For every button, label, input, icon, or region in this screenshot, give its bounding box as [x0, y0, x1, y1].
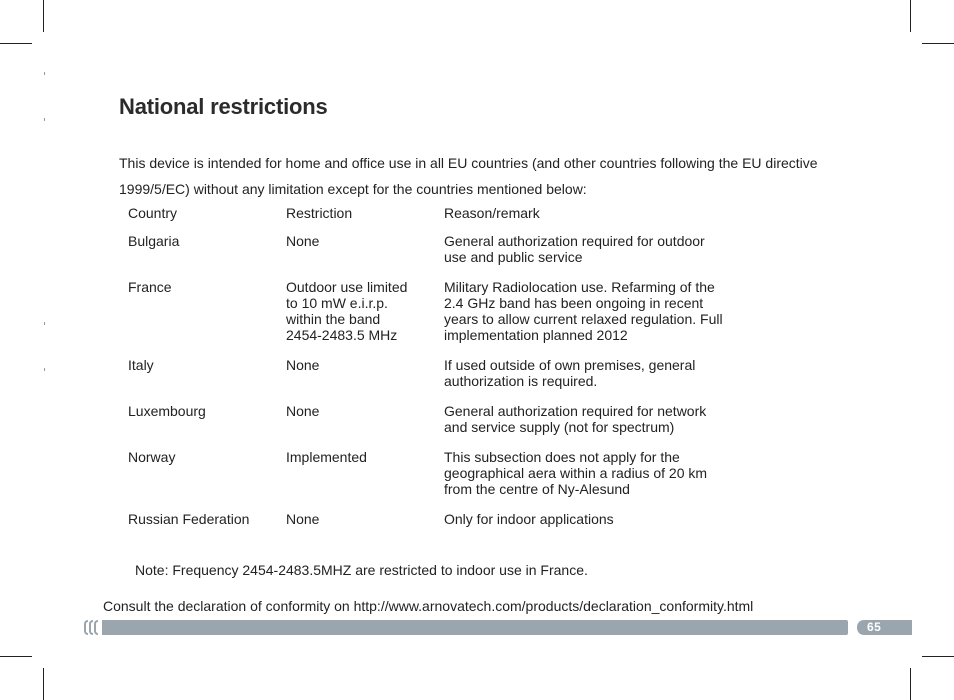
crop-mark	[0, 656, 32, 657]
crop-mark	[910, 668, 911, 700]
margin-tick	[44, 322, 45, 325]
cell-restriction: Outdoor use limited to 10 mW e.i.r.p. within the band 2454-2483.5 MHz	[286, 279, 408, 343]
cell-reason: General authorization required for network and service supply (not for spectrum)	[444, 403, 707, 435]
page-title: National restrictions	[119, 94, 328, 119]
cell-reason: This subsection does not apply for the geographical aera within a radius of 20 km from the centre of Ny-Alesund	[444, 449, 708, 497]
intro-paragraph: This device is intended for home and office use in all EU countries (and other countries following the EU directive 1999/5/EC) without any limitation except for the countries mentioned below:	[119, 155, 818, 197]
crop-mark	[922, 43, 954, 44]
column-header-country: Country	[128, 205, 178, 221]
table-row	[122, 357, 750, 403]
cell-reason: Only for indoor applications	[444, 511, 614, 527]
restrictions-table	[122, 205, 750, 541]
table-row	[122, 233, 750, 279]
crop-mark	[922, 656, 954, 657]
cell-country: Italy	[128, 357, 154, 373]
crop-mark	[43, 0, 44, 32]
margin-tick	[44, 368, 45, 371]
crop-mark	[910, 0, 911, 32]
cell-country: Norway	[128, 449, 176, 465]
cell-restriction: None	[286, 357, 320, 373]
crop-mark	[43, 668, 44, 700]
table-row	[122, 403, 750, 449]
cell-restriction: Implemented	[286, 449, 367, 465]
cell-restriction: None	[286, 511, 320, 527]
crop-mark	[0, 43, 32, 44]
cell-reason: If used outside of own premises, general authorization is required.	[444, 357, 696, 389]
table-row	[122, 511, 750, 541]
cell-restriction: None	[286, 403, 320, 419]
cell-country: Bulgaria	[128, 233, 180, 249]
frequency-note: Note: Frequency 2454-2483.5MHZ are restricted to indoor use in France.	[135, 562, 588, 578]
cell-reason: Military Radiolocation use. Refarming of the 2.4 GHz band has been ongoing in recent years to allow current relaxed regulation. Full implementation planned 2012	[444, 279, 723, 343]
margin-tick	[44, 118, 45, 121]
column-header-reason: Reason/remark	[444, 205, 540, 221]
margin-tick	[44, 72, 45, 75]
cell-country: Luxembourg	[128, 403, 206, 419]
column-header-restriction: Restriction	[286, 205, 353, 221]
table-row	[122, 449, 750, 511]
footer-bar	[102, 620, 848, 635]
table-header-row	[122, 205, 750, 233]
conformity-link-text: Consult the declaration of conformity on http://www.arnovatech.com/products/declaration_conformity.html	[103, 598, 754, 614]
cell-country: France	[128, 279, 172, 295]
table-row	[122, 279, 750, 357]
cell-reason: General authorization required for outdoor use and public service	[444, 233, 705, 265]
cell-country: Russian Federation	[128, 511, 250, 527]
cell-restriction: None	[286, 233, 320, 249]
page-number: 65	[857, 620, 912, 635]
